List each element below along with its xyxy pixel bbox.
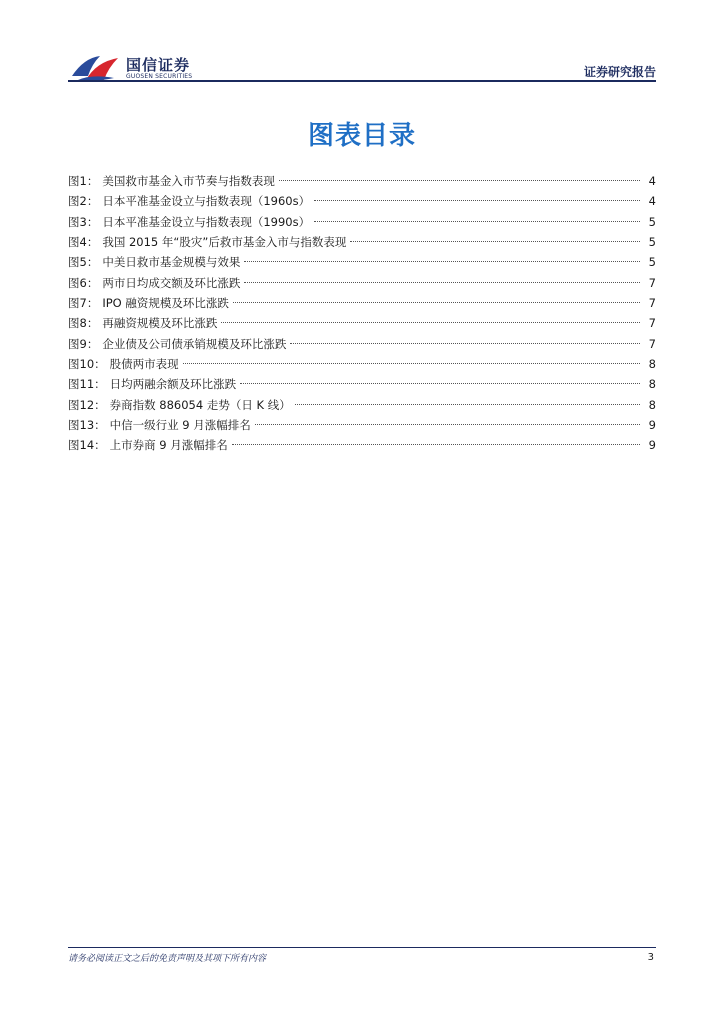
toc-entry-page: 8 [648, 397, 656, 412]
toc-entry-page: 7 [648, 336, 656, 351]
report-type-label: 证券研究报告 [583, 65, 656, 79]
toc-entry-title: 中美日救市基金规模与效果 [102, 255, 241, 270]
toc-entry[interactable] [68, 415, 656, 435]
toc-entry-label: 图8： [68, 316, 99, 331]
toc-dot-leader [221, 322, 640, 323]
toc-entry-page: 8 [648, 357, 656, 372]
toc-entry-title: 美国救市基金入市节奏与指数表现 [102, 174, 275, 188]
table-of-figures [68, 171, 656, 456]
toc-entry-page: 7 [648, 316, 656, 331]
toc-dot-leader [295, 404, 640, 405]
toc-entry-title: 两市日均成交额及环比涨跌 [102, 275, 241, 290]
page-header [0, 0, 724, 90]
toc-entry-page: 4 [648, 194, 656, 209]
toc-entry-label: 图1： [68, 174, 99, 188]
toc-entry-page: 5 [648, 214, 656, 229]
toc-entry[interactable] [68, 313, 656, 333]
logo-chinese-name: 国信证券 [126, 56, 191, 74]
toc-dot-leader [232, 444, 640, 445]
toc-entry-title: 中信一级行业 9 月涨幅排名 [109, 418, 251, 433]
toc-entry-page: 4 [648, 174, 656, 188]
toc-entry-label: 图11： [68, 377, 106, 392]
header-divider [68, 80, 656, 82]
toc-dot-leader [279, 180, 640, 181]
toc-dot-leader [183, 363, 640, 364]
toc-dot-leader [314, 200, 640, 201]
toc-dot-leader [314, 221, 640, 222]
toc-dot-leader [255, 424, 640, 425]
toc-heading: 图表目录 [307, 121, 416, 151]
toc-entry[interactable] [68, 334, 656, 354]
toc-entry[interactable] [68, 273, 656, 293]
toc-entry-label: 图2： [68, 194, 99, 209]
toc-entry-page: 5 [648, 255, 656, 270]
toc-entry-label: 图10： [68, 357, 106, 372]
toc-entry-page: 7 [648, 275, 656, 290]
toc-entry-title: 日本平准基金设立与指数表现（1990s） [102, 214, 311, 229]
toc-dot-leader [240, 383, 640, 384]
toc-entry-title: 上市券商 9 月涨幅排名 [109, 438, 228, 453]
toc-entry-label: 图13： [68, 418, 106, 433]
toc-entry-title: 我国 2015 年“股灾”后救市基金入市与指数表现 [102, 235, 347, 250]
toc-entry[interactable] [68, 252, 656, 272]
toc-dot-leader [244, 282, 640, 283]
toc-entry[interactable] [68, 171, 656, 191]
toc-dot-leader [233, 302, 640, 303]
toc-entry-label: 图12： [68, 397, 106, 412]
toc-entry[interactable] [68, 232, 656, 252]
toc-entry-label: 图3： [68, 214, 99, 229]
toc-entry-label: 图6： [68, 275, 99, 290]
toc-entry[interactable] [68, 354, 656, 374]
toc-entry-title: 股债两市表现 [109, 357, 179, 372]
toc-entry-page: 9 [648, 438, 656, 453]
toc-entry-label: 图14： [68, 438, 106, 453]
logo-english-name: GUOSEN SECURITIES [126, 73, 193, 80]
toc-entry-page: 5 [648, 235, 656, 250]
toc-entry-label: 图7： [68, 296, 99, 311]
toc-entry-label: 图5： [68, 255, 99, 270]
footer-divider [68, 947, 656, 948]
toc-entry[interactable] [68, 293, 656, 313]
toc-entry-page: 7 [648, 296, 656, 311]
toc-entry-title: 券商指数 886054 走势（日 K 线） [109, 397, 291, 412]
toc-entry-title: 日均两融余额及环比涨跌 [109, 377, 237, 392]
toc-entry[interactable] [68, 395, 656, 415]
toc-dot-leader [350, 241, 640, 242]
page-number: 3 [647, 952, 654, 963]
footer-disclaimer: 请务必阅读正文之后的免责声明及其项下所有内容 [68, 954, 267, 964]
toc-entry-label: 图4： [68, 235, 99, 250]
toc-dot-leader [290, 343, 640, 344]
toc-entry[interactable] [68, 191, 656, 211]
toc-entry[interactable] [68, 435, 656, 455]
toc-entry-title: 企业债及公司债承销规模及环比涨跌 [102, 336, 287, 351]
toc-entry[interactable] [68, 374, 656, 394]
toc-entry-label: 图9： [68, 336, 99, 351]
toc-entry-page: 8 [648, 377, 656, 392]
toc-dot-leader [244, 261, 640, 262]
toc-entry-title: IPO 融资规模及环比涨跌 [102, 296, 229, 311]
toc-entry-title: 日本平准基金设立与指数表现（1960s） [102, 194, 311, 209]
toc-entry-title: 再融资规模及环比涨跌 [102, 316, 218, 331]
toc-entry-page: 9 [648, 418, 656, 433]
toc-entry[interactable] [68, 212, 656, 232]
